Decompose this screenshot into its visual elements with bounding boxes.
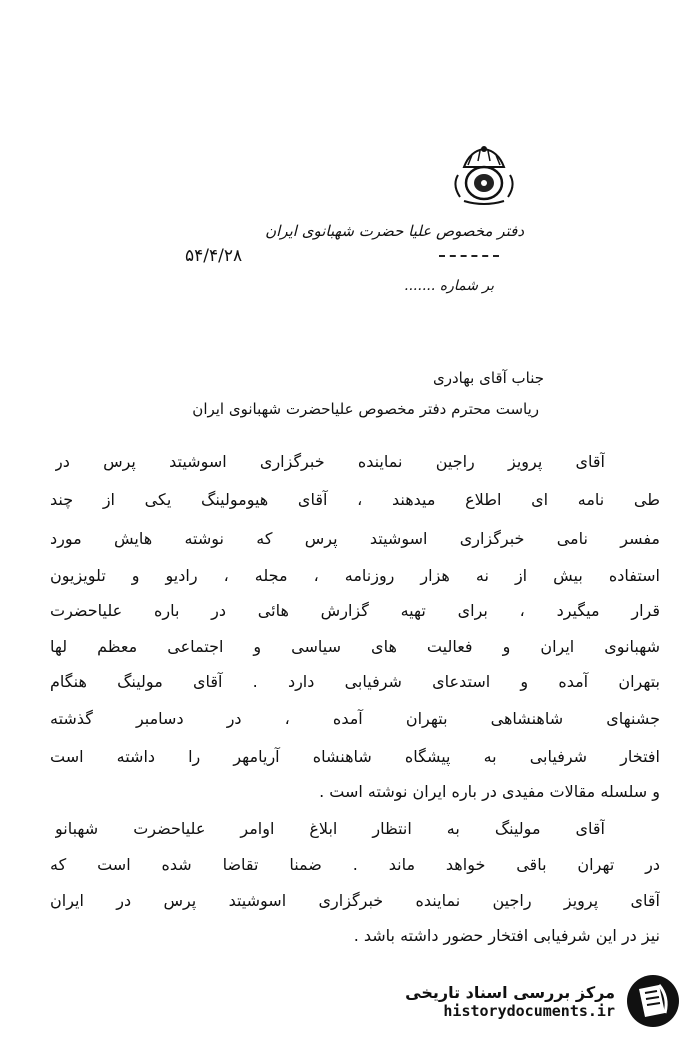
body-line: آقای مولینگ به انتظار ابلاغ اوامر علیاحضرت شهبانو	[55, 819, 605, 838]
addressee-name: جناب آقای بهادری	[433, 369, 544, 387]
body-line: در تهران باقی خواهد ماند . ضمنا تقاضا شده است که	[50, 855, 660, 874]
body-line: نیز در این شرفیابی افتخار حضور داشته باشد .	[353, 926, 660, 945]
document-logo-icon	[625, 973, 681, 1029]
body-line: مفسر نامی خبرگزاری اسوشیتد پرس که نوشته هایش مورد	[50, 529, 660, 548]
body-line: بتهران آمده و استدعای شرفیابی دارد . آقای مولینگ هنگام	[50, 672, 660, 691]
body-line: شهبانوی ایران و فعالیت های سیاسی و اجتماعی معظم لها	[50, 637, 660, 656]
letter-number: بر شماره .......	[404, 278, 494, 294]
addressee-title: ریاست محترم دفتر مخصوص علیاحضرت شهبانوی ایران	[192, 400, 539, 418]
body-line: استفاده بیش از نه هزار روزنامه ، مجله ، رادیو و تلویزیون	[50, 566, 660, 585]
divider	[439, 255, 499, 257]
watermark	[405, 970, 681, 1032]
watermark-text	[405, 983, 615, 1020]
body-line: قرار میگیرد ، برای تهیه گزارش هائی در باره علیاحضرت	[50, 601, 660, 620]
watermark-url: historydocuments.ir	[443, 1001, 615, 1020]
body-line: جشنهای شاهنشاهی بتهران آمده ، در دسامبر گذشته	[50, 709, 660, 728]
office-line: دفتر مخصوص علیا حضرت شهبانوی ایران	[265, 222, 524, 240]
body-line: و سلسله مقالات مفیدی در باره ایران نوشته است .	[319, 782, 660, 801]
letter-date: ۵۴/۴/۲۸	[185, 246, 243, 266]
body-line: آقای پرویز راجین نماینده خبرگزاری اسوشیتد پرس در	[55, 452, 605, 471]
body-line: افتخار شرفیابی به پیشگاه شاهنشاه آریامهر را داشته است	[50, 747, 660, 766]
body-line: آقای پرویز راجین نماینده خبرگزاری اسوشیتد پرس در ایران	[50, 891, 660, 910]
watermark-title: مرکز بررسی اسناد تاریخی	[405, 982, 615, 1002]
crown-emblem-icon	[450, 145, 518, 207]
body-line: طی نامه ای اطلاع میدهند ، آقای هیومولینگ یکی از چند	[50, 490, 660, 509]
